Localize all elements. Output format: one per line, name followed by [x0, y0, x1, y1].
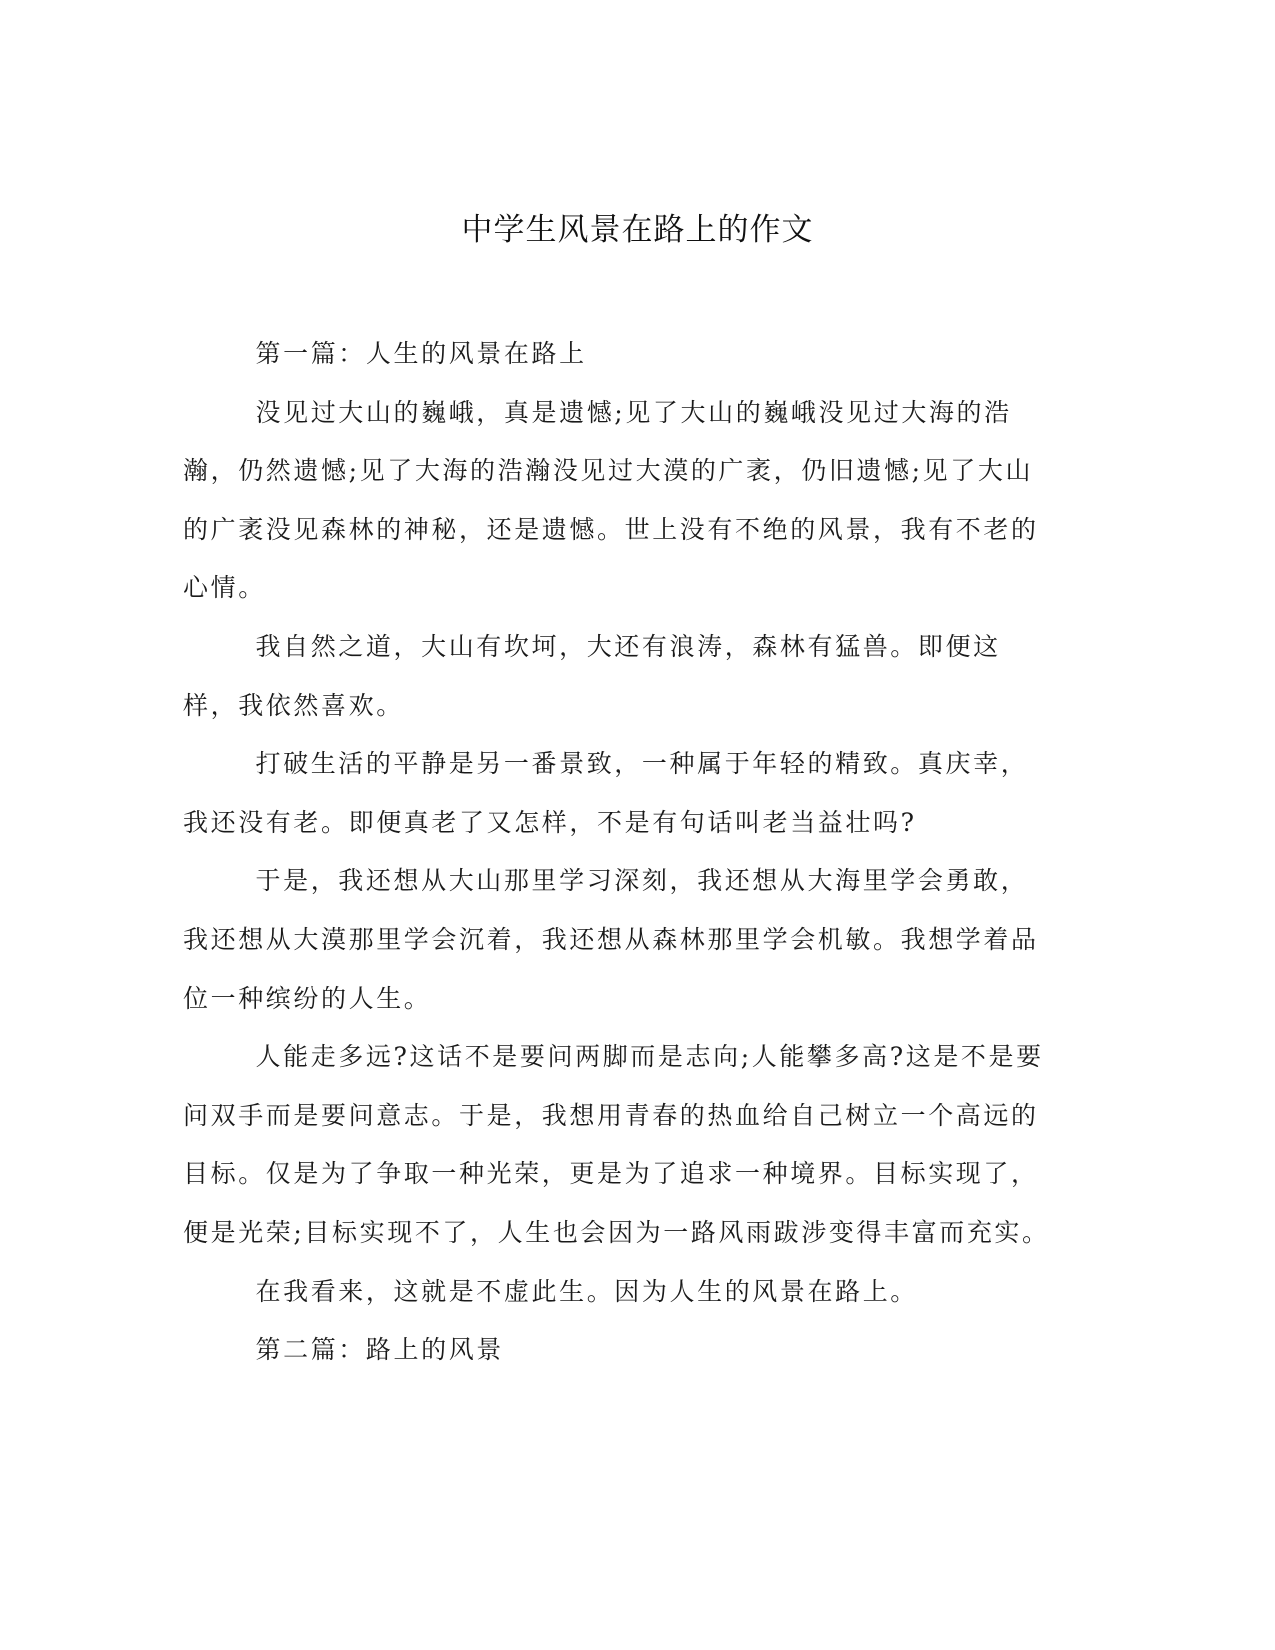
paragraph: 打破生活的平静是另一番景致，一种属于年轻的精致。真庆幸，我还没有老。即便真老了又怎样，不是有句话叫老当益壮吗? [183, 749, 1029, 837]
paragraph: 在我看来，这就是不虚此生。因为人生的风景在路上。 [255, 1276, 918, 1306]
paragraph: 人能走多远?这话不是要问两脚而是志向;人能攀多高?这是不是要问双手而是要问意志。于是，我想用青春的热血给自己树立一个高远的目标。仅是为了争取一种光荣，更是为了追求一种境界。目标实现了，便是光荣;目标实现不了，人生也会因为一路风雨跋涉变得丰富而充实。 [183, 1042, 1050, 1247]
paragraph: 没见过大山的巍峨，真是遗憾;见了大山的巍峨没见过大海的浩瀚，仍然遗憾;见了大海的浩瀚没见过大漠的广袤，仍旧遗憾;见了大山的广袤没见森林的神秘，还是遗憾。世上没有不绝的风景，我有不老的心情。 [183, 397, 1039, 603]
document-title: 中学生风景在路上的作文 [461, 212, 814, 248]
section-heading-2: 第二篇：路上的风景 [255, 1335, 504, 1365]
section-heading-1: 第一篇：人生的风景在路上 [255, 339, 587, 368]
document-body [183, 325, 1053, 1380]
paragraph: 于是，我还想从大山那里学习深刻，我还想从大海里学会勇敢，我还想从大漠那里学会沉着，我还想从森林那里学会机敏。我想学着品位一种缤纷的人生。 [183, 866, 1039, 1013]
paragraph: 我自然之道，大山有坎坷，大还有浪涛，森林有猛兽。即便这样，我依然喜欢。 [183, 631, 1001, 720]
